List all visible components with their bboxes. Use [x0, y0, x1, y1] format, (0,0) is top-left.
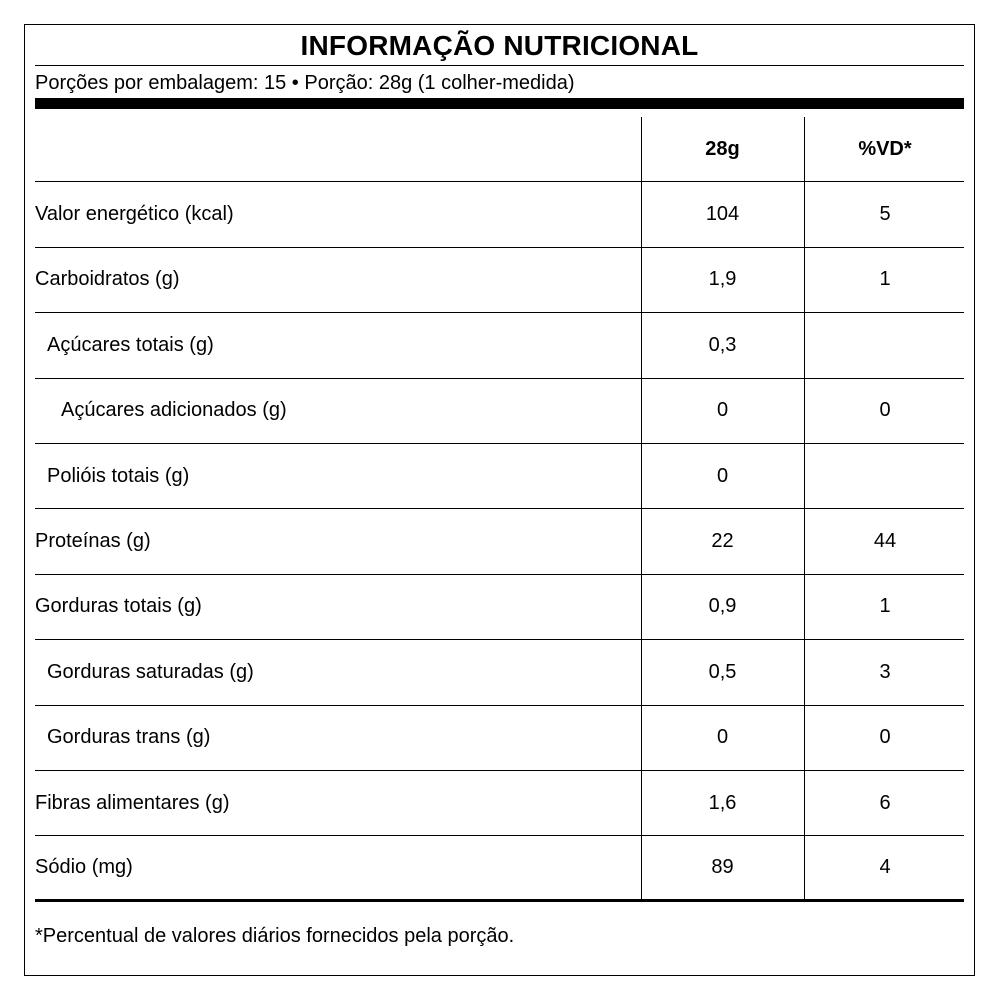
nutrient-name: Gorduras saturadas (g) [47, 660, 254, 683]
table-row [35, 640, 964, 705]
table-row [35, 182, 964, 247]
nutrient-daily-value: 5 [879, 203, 891, 226]
nutrient-daily-value: 1 [879, 268, 891, 291]
footnote: *Percentual de valores diários fornecidos pela porção. [35, 925, 515, 947]
nutrient-daily-value: 6 [879, 791, 891, 814]
nutrient-amount: 0 [716, 399, 729, 422]
nutrient-name: Açúcares totais (g) [47, 333, 214, 356]
nutrient-amount: 0 [716, 464, 729, 487]
nutrient-name: Sódio (mg) [35, 856, 133, 879]
table-row [35, 313, 964, 378]
nutrient-amount: 0,9 [708, 595, 737, 618]
table-row [35, 836, 964, 901]
nutrient-amount: 89 [711, 856, 734, 879]
nutrient-amount: 0,3 [708, 333, 737, 356]
nutrient-name: Fibras alimentares (g) [35, 791, 230, 814]
header-nutrient [35, 117, 635, 181]
nutrient-amount: 1,9 [708, 268, 737, 291]
nutrient-name: Valor energético (kcal) [35, 203, 234, 226]
nutrition-table [35, 117, 964, 902]
label-title: INFORMAÇÃO NUTRICIONAL [300, 30, 699, 61]
nutrient-daily-value: 44 [873, 530, 897, 553]
nutrient-amount: 0 [716, 726, 729, 749]
nutrient-name: Gorduras trans (g) [47, 726, 211, 749]
nutrient-amount: 1,6 [708, 791, 737, 814]
nutrient-name: Polióis totais (g) [47, 464, 190, 487]
nutrient-name: Gorduras totais (g) [35, 595, 202, 618]
nutrient-daily-value: 0 [879, 726, 891, 749]
table-header-row [35, 117, 964, 182]
nutrient-amount: 104 [705, 203, 740, 226]
nutrient-amount: 22 [711, 530, 734, 553]
nutrient-name: Proteínas (g) [35, 530, 151, 553]
portion-info: Porções por embalagem: 15 • Porção: 28g (1 colher-medida) [35, 72, 575, 94]
table-row [35, 379, 964, 444]
table-row [35, 771, 964, 836]
nutrient-daily-value: 4 [879, 856, 891, 879]
nutrient-daily-value: 0 [879, 399, 891, 422]
nutrition-facts-label [24, 24, 975, 976]
nutrient-name: Carboidratos (g) [35, 268, 180, 291]
nutrient-daily-value [804, 313, 966, 377]
nutrient-name: Açúcares adicionados (g) [61, 399, 287, 422]
thick-divider [35, 98, 964, 109]
nutrient-amount: 0,5 [708, 660, 737, 683]
table-row [35, 248, 964, 313]
table-row [35, 575, 964, 640]
title-divider [35, 65, 964, 66]
table-row [35, 706, 964, 771]
nutrient-daily-value: 3 [879, 660, 891, 683]
header-daily-value: %VD* [858, 137, 912, 160]
nutrient-daily-value [804, 444, 966, 508]
table-row [35, 444, 964, 509]
nutrient-daily-value: 1 [879, 595, 891, 618]
header-amount: 28g [705, 137, 740, 160]
table-row [35, 509, 964, 574]
